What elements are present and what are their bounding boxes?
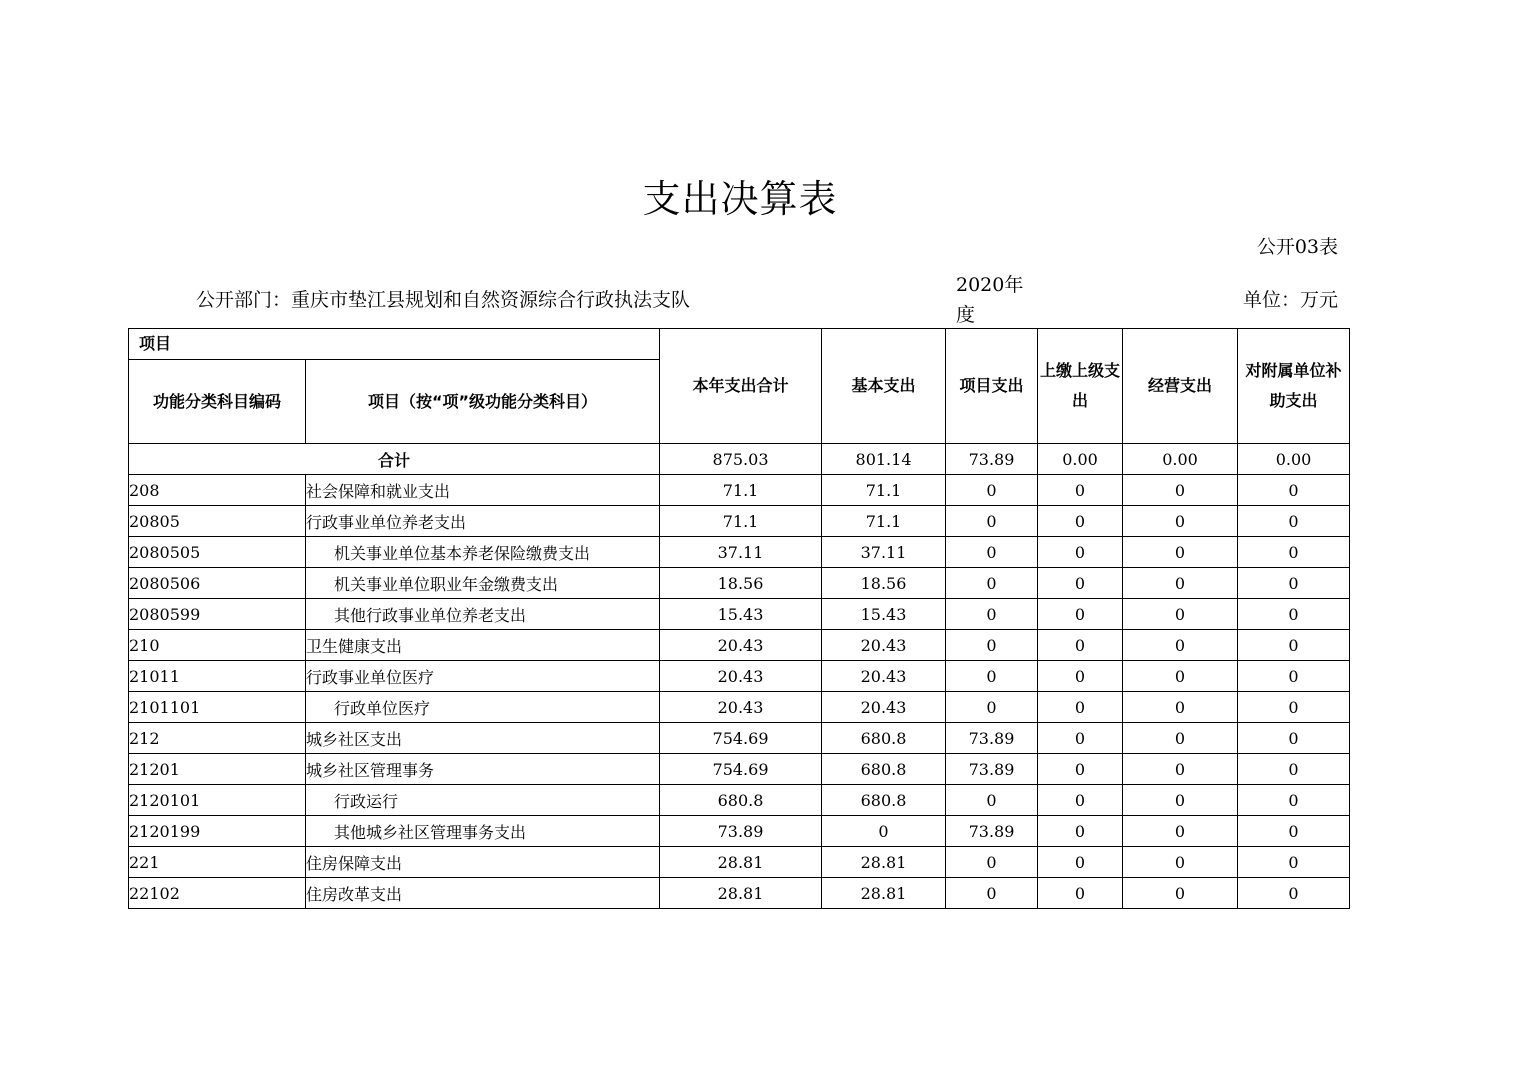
header-project: 项目 bbox=[129, 329, 660, 360]
row-value: 71.1 bbox=[822, 475, 946, 506]
row-value: 0 bbox=[1038, 475, 1123, 506]
row-value: 0 bbox=[1238, 599, 1350, 630]
row-value: 0 bbox=[1123, 878, 1238, 909]
row-name: 行政单位医疗 bbox=[306, 692, 660, 723]
total-value: 801.14 bbox=[822, 444, 946, 475]
row-value: 754.69 bbox=[660, 723, 822, 754]
row-value: 0 bbox=[1123, 506, 1238, 537]
row-value: 0 bbox=[946, 692, 1038, 723]
row-name: 城乡社区支出 bbox=[306, 723, 660, 754]
row-value: 73.89 bbox=[946, 723, 1038, 754]
header-upper-payment: 上缴上级支出 bbox=[1038, 329, 1123, 444]
row-value: 0 bbox=[1038, 816, 1123, 847]
row-value: 0 bbox=[946, 599, 1038, 630]
row-code: 210 bbox=[129, 630, 306, 661]
row-name: 机关事业单位基本养老保险缴费支出 bbox=[306, 537, 660, 568]
row-value: 0 bbox=[1238, 847, 1350, 878]
row-code: 20805 bbox=[129, 506, 306, 537]
row-value: 0 bbox=[1038, 692, 1123, 723]
row-value: 0 bbox=[1238, 816, 1350, 847]
row-value: 20.43 bbox=[660, 630, 822, 661]
row-value: 680.8 bbox=[822, 723, 946, 754]
total-value: 0.00 bbox=[1238, 444, 1350, 475]
row-value: 0 bbox=[1123, 692, 1238, 723]
table-row bbox=[129, 785, 1350, 816]
row-value: 0 bbox=[946, 630, 1038, 661]
row-code: 22102 bbox=[129, 878, 306, 909]
row-value: 18.56 bbox=[822, 568, 946, 599]
total-row bbox=[129, 444, 1350, 475]
header-project-expenditure: 项目支出 bbox=[946, 329, 1038, 444]
total-value: 73.89 bbox=[946, 444, 1038, 475]
row-value: 0 bbox=[1238, 506, 1350, 537]
row-code: 2080505 bbox=[129, 537, 306, 568]
row-value: 0 bbox=[1238, 661, 1350, 692]
row-value: 0 bbox=[1123, 754, 1238, 785]
row-value: 0 bbox=[1038, 568, 1123, 599]
page-title: 支出决算表 bbox=[642, 177, 838, 221]
row-value: 0 bbox=[946, 537, 1038, 568]
table-row bbox=[129, 754, 1350, 785]
row-name: 行政运行 bbox=[306, 785, 660, 816]
total-label: 合计 bbox=[129, 444, 660, 475]
expenditure-table bbox=[128, 328, 1350, 909]
row-value: 37.11 bbox=[822, 537, 946, 568]
total-value: 0.00 bbox=[1123, 444, 1238, 475]
row-value: 0 bbox=[1238, 568, 1350, 599]
row-value: 0 bbox=[1123, 568, 1238, 599]
row-code: 21011 bbox=[129, 661, 306, 692]
row-value: 0 bbox=[1123, 475, 1238, 506]
table-row bbox=[129, 816, 1350, 847]
year-label: 2020年度 bbox=[956, 274, 1024, 326]
row-value: 0 bbox=[1038, 599, 1123, 630]
row-value: 20.43 bbox=[822, 692, 946, 723]
row-name: 住房保障支出 bbox=[306, 847, 660, 878]
row-value: 0 bbox=[1123, 847, 1238, 878]
department-label: 公开部门：重庆市垫江县规划和自然资源综合行政执法支队 bbox=[196, 289, 691, 311]
row-value: 28.81 bbox=[660, 878, 822, 909]
row-value: 15.43 bbox=[822, 599, 946, 630]
row-name: 卫生健康支出 bbox=[306, 630, 660, 661]
header-business: 经营支出 bbox=[1123, 329, 1238, 444]
row-code: 212 bbox=[129, 723, 306, 754]
row-value: 0 bbox=[1038, 661, 1123, 692]
row-code: 221 bbox=[129, 847, 306, 878]
table-row bbox=[129, 568, 1350, 599]
row-name: 社会保障和就业支出 bbox=[306, 475, 660, 506]
row-value: 0 bbox=[1238, 692, 1350, 723]
row-value: 20.43 bbox=[660, 692, 822, 723]
row-value: 0 bbox=[1123, 785, 1238, 816]
row-value: 0 bbox=[946, 475, 1038, 506]
unit-label: 单位：万元 bbox=[1242, 289, 1338, 311]
row-name: 其他行政事业单位养老支出 bbox=[306, 599, 660, 630]
row-value: 0 bbox=[1038, 847, 1123, 878]
total-value: 875.03 bbox=[660, 444, 822, 475]
row-value: 0 bbox=[946, 785, 1038, 816]
row-code: 2120101 bbox=[129, 785, 306, 816]
row-value: 20.43 bbox=[822, 630, 946, 661]
row-value: 680.8 bbox=[660, 785, 822, 816]
row-value: 18.56 bbox=[660, 568, 822, 599]
table-row bbox=[129, 878, 1350, 909]
row-name: 行政事业单位医疗 bbox=[306, 661, 660, 692]
row-value: 0 bbox=[1123, 816, 1238, 847]
row-value: 0 bbox=[1123, 723, 1238, 754]
header-basic: 基本支出 bbox=[822, 329, 946, 444]
row-name: 机关事业单位职业年金缴费支出 bbox=[306, 568, 660, 599]
row-value: 0 bbox=[1038, 723, 1123, 754]
row-value: 680.8 bbox=[822, 785, 946, 816]
row-value: 0 bbox=[1238, 475, 1350, 506]
row-code: 208 bbox=[129, 475, 306, 506]
row-code: 21201 bbox=[129, 754, 306, 785]
total-value: 0.00 bbox=[1038, 444, 1123, 475]
row-value: 0 bbox=[1238, 878, 1350, 909]
table-row bbox=[129, 599, 1350, 630]
row-value: 0 bbox=[1238, 723, 1350, 754]
row-value: 0 bbox=[1238, 630, 1350, 661]
row-value: 0 bbox=[1123, 661, 1238, 692]
table-row bbox=[129, 537, 1350, 568]
row-value: 0 bbox=[1038, 537, 1123, 568]
header-name: 项目（按“项”级功能分类科目） bbox=[306, 360, 660, 444]
table-row bbox=[129, 692, 1350, 723]
row-code: 2101101 bbox=[129, 692, 306, 723]
row-name: 其他城乡社区管理事务支出 bbox=[306, 816, 660, 847]
row-value: 28.81 bbox=[822, 878, 946, 909]
row-value: 73.89 bbox=[946, 816, 1038, 847]
row-value: 0 bbox=[1123, 537, 1238, 568]
header-code: 功能分类科目编码 bbox=[129, 360, 306, 444]
row-value: 754.69 bbox=[660, 754, 822, 785]
table-row bbox=[129, 661, 1350, 692]
table-row bbox=[129, 723, 1350, 754]
row-value: 28.81 bbox=[660, 847, 822, 878]
row-value: 15.43 bbox=[660, 599, 822, 630]
row-value: 71.1 bbox=[822, 506, 946, 537]
row-value: 0 bbox=[946, 506, 1038, 537]
row-value: 73.89 bbox=[660, 816, 822, 847]
table-row bbox=[129, 847, 1350, 878]
row-value: 0 bbox=[1238, 537, 1350, 568]
row-value: 0 bbox=[1238, 785, 1350, 816]
row-value: 20.43 bbox=[822, 661, 946, 692]
row-value: 0 bbox=[946, 661, 1038, 692]
row-value: 0 bbox=[946, 878, 1038, 909]
row-code: 2080599 bbox=[129, 599, 306, 630]
form-number: 公开03表 bbox=[1256, 236, 1338, 258]
row-value: 71.1 bbox=[660, 506, 822, 537]
row-value: 0 bbox=[946, 568, 1038, 599]
row-value: 0 bbox=[1038, 878, 1123, 909]
row-value: 28.81 bbox=[822, 847, 946, 878]
table-row bbox=[129, 630, 1350, 661]
row-name: 行政事业单位养老支出 bbox=[306, 506, 660, 537]
row-value: 73.89 bbox=[946, 754, 1038, 785]
row-value: 0 bbox=[822, 816, 946, 847]
row-name: 住房改革支出 bbox=[306, 878, 660, 909]
row-value: 680.8 bbox=[822, 754, 946, 785]
header-total: 本年支出合计 bbox=[660, 329, 822, 444]
row-value: 0 bbox=[1038, 506, 1123, 537]
row-value: 0 bbox=[1123, 630, 1238, 661]
row-code: 2120199 bbox=[129, 816, 306, 847]
row-value: 71.1 bbox=[660, 475, 822, 506]
row-value: 0 bbox=[1038, 754, 1123, 785]
row-code: 2080506 bbox=[129, 568, 306, 599]
row-value: 0 bbox=[1123, 599, 1238, 630]
row-value: 0 bbox=[946, 847, 1038, 878]
row-value: 0 bbox=[1038, 630, 1123, 661]
row-value: 20.43 bbox=[660, 661, 822, 692]
row-value: 37.11 bbox=[660, 537, 822, 568]
row-value: 0 bbox=[1238, 754, 1350, 785]
header-subsidy: 对附属单位补助支出 bbox=[1238, 329, 1350, 444]
row-value: 0 bbox=[1038, 785, 1123, 816]
table-row bbox=[129, 475, 1350, 506]
row-name: 城乡社区管理事务 bbox=[306, 754, 660, 785]
table-row bbox=[129, 506, 1350, 537]
